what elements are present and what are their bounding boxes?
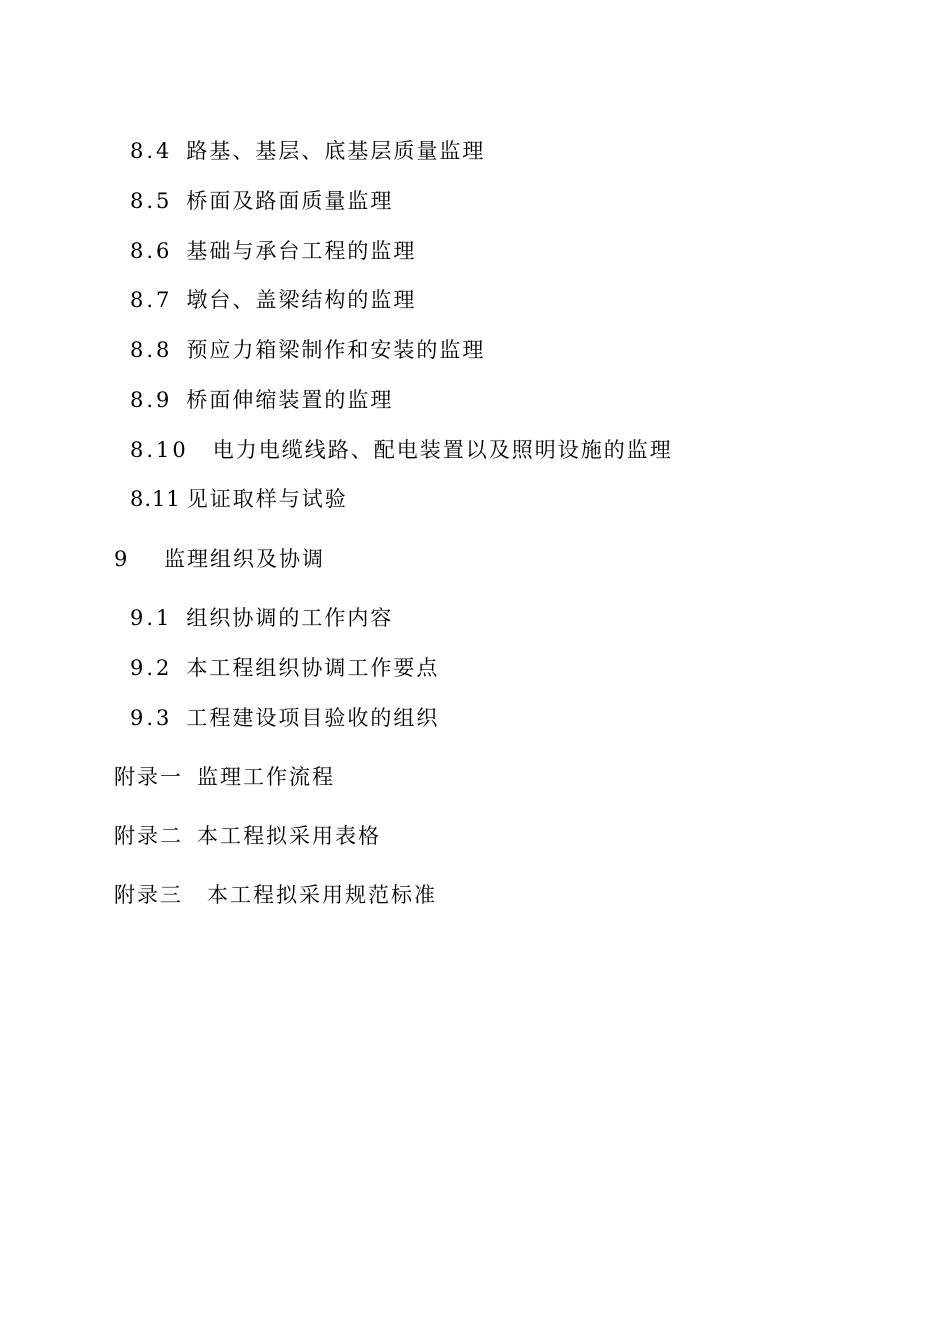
- toc-number: 8.9: [130, 388, 173, 412]
- toc-title: 墩台、盖梁结构的监理: [186, 288, 417, 312]
- toc-entry-8-9[interactable]: [130, 386, 393, 414]
- toc-entry-8-8[interactable]: [130, 336, 485, 364]
- toc-number: 附录三: [114, 883, 183, 907]
- toc-title: 本工程拟采用表格: [197, 824, 381, 848]
- toc-title: 本工程组织协调工作要点: [186, 656, 440, 680]
- toc-title: 监理工作流程: [197, 765, 335, 789]
- toc-title: 桥面伸缩装置的监理: [186, 388, 394, 412]
- toc-title: 见证取样与试验: [186, 487, 348, 511]
- toc-title: 组织协调的工作内容: [186, 606, 394, 630]
- toc-entry-8-6[interactable]: [130, 237, 416, 265]
- toc-entry-8-10[interactable]: [130, 436, 673, 464]
- toc-number: 附录二: [114, 824, 183, 848]
- toc-title: 桥面及路面质量监理: [186, 189, 394, 213]
- toc-entry-appendix-2[interactable]: [114, 822, 381, 850]
- toc-number: 8.11: [130, 487, 181, 511]
- toc-number: 附录一: [114, 765, 183, 789]
- toc-entry-appendix-1[interactable]: [114, 763, 335, 791]
- toc-title: 本工程拟采用规范标准: [207, 883, 437, 907]
- toc-number: 8.8: [130, 338, 173, 362]
- toc-entry-9-2[interactable]: [130, 654, 439, 682]
- toc-number: 8.6: [130, 239, 173, 263]
- toc-entry-9-3[interactable]: [130, 704, 439, 732]
- toc-number: 9: [114, 547, 131, 571]
- toc-number: 8.10: [130, 438, 189, 462]
- toc-title: 基础与承台工程的监理: [186, 239, 417, 263]
- toc-title: 工程建设项目验收的组织: [186, 706, 440, 730]
- toc-title: 路基、基层、底基层质量监理: [186, 139, 486, 163]
- toc-number: 9.1: [130, 606, 173, 630]
- toc-title: 监理组织及协调: [164, 547, 325, 571]
- toc-entry-8-11[interactable]: [130, 485, 348, 513]
- toc-number: 8.4: [130, 139, 173, 163]
- toc-entry-8-4[interactable]: [130, 137, 485, 165]
- toc-entry-9[interactable]: [114, 545, 325, 573]
- toc-entry-8-5[interactable]: [130, 187, 393, 215]
- toc-title: 电力电缆线路、配电装置以及照明设施的监理: [212, 438, 673, 462]
- toc-entry-appendix-3[interactable]: [114, 881, 437, 909]
- toc-number: 9.2: [130, 656, 173, 680]
- toc-entry-8-7[interactable]: [130, 286, 416, 314]
- toc-title: 预应力箱梁制作和安装的监理: [186, 338, 486, 362]
- toc-number: 9.3: [130, 706, 173, 730]
- toc-number: 8.5: [130, 189, 173, 213]
- toc-number: 8.7: [130, 288, 173, 312]
- toc-entry-9-1[interactable]: [130, 604, 393, 632]
